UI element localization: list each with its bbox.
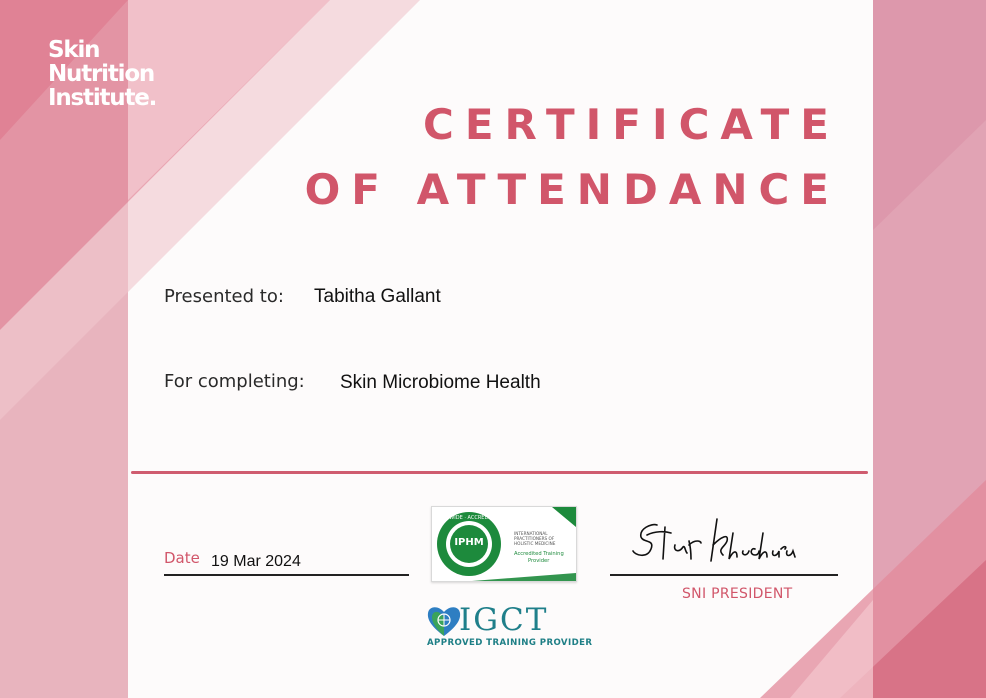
signatory-role: SNI PRESIDENT — [682, 586, 793, 602]
divider-line — [131, 471, 868, 474]
signature-underline — [610, 574, 838, 576]
certificate-title-line-1: CERTIFICATE — [423, 100, 840, 149]
president-signature — [625, 515, 805, 577]
iphm-name: INTERNATIONAL — [514, 531, 548, 536]
presented-to-label: Presented to: — [164, 286, 284, 307]
igct-name: IGCT — [459, 602, 549, 638]
logo-line: Institute. — [48, 85, 157, 111]
iphm-accreditation-badge — [431, 506, 577, 582]
date-label: Date — [164, 549, 200, 567]
logo-line: Nutrition — [48, 61, 155, 87]
recipient-name: Tabitha Gallant — [314, 286, 441, 307]
date-value: 19 Mar 2024 — [211, 553, 301, 570]
course-name: Skin Microbiome Health — [340, 372, 541, 393]
iphm-ring-text: WORLDWIDE · ACCREDITATION — [432, 515, 508, 521]
iphm-name: PRACTITIONERS OF — [514, 536, 555, 541]
for-completing-label: For completing: — [164, 371, 305, 392]
institute-logo — [48, 38, 156, 110]
iphm-mark: IPHM — [454, 537, 484, 548]
certificate-title-line-2: OF ATTENDANCE — [304, 165, 840, 214]
iphm-name: HOLISTIC MEDICINE — [514, 541, 556, 546]
iphm-badge-graphic — [432, 507, 576, 581]
logo-line: Skin — [48, 37, 100, 63]
date-underline — [164, 574, 409, 576]
iphm-status: Accredited Training — [514, 551, 564, 557]
iphm-status: Provider — [528, 558, 550, 564]
igct-heart-logo — [426, 603, 462, 639]
igct-tagline: APPROVED TRAINING PROVIDER — [427, 638, 593, 648]
